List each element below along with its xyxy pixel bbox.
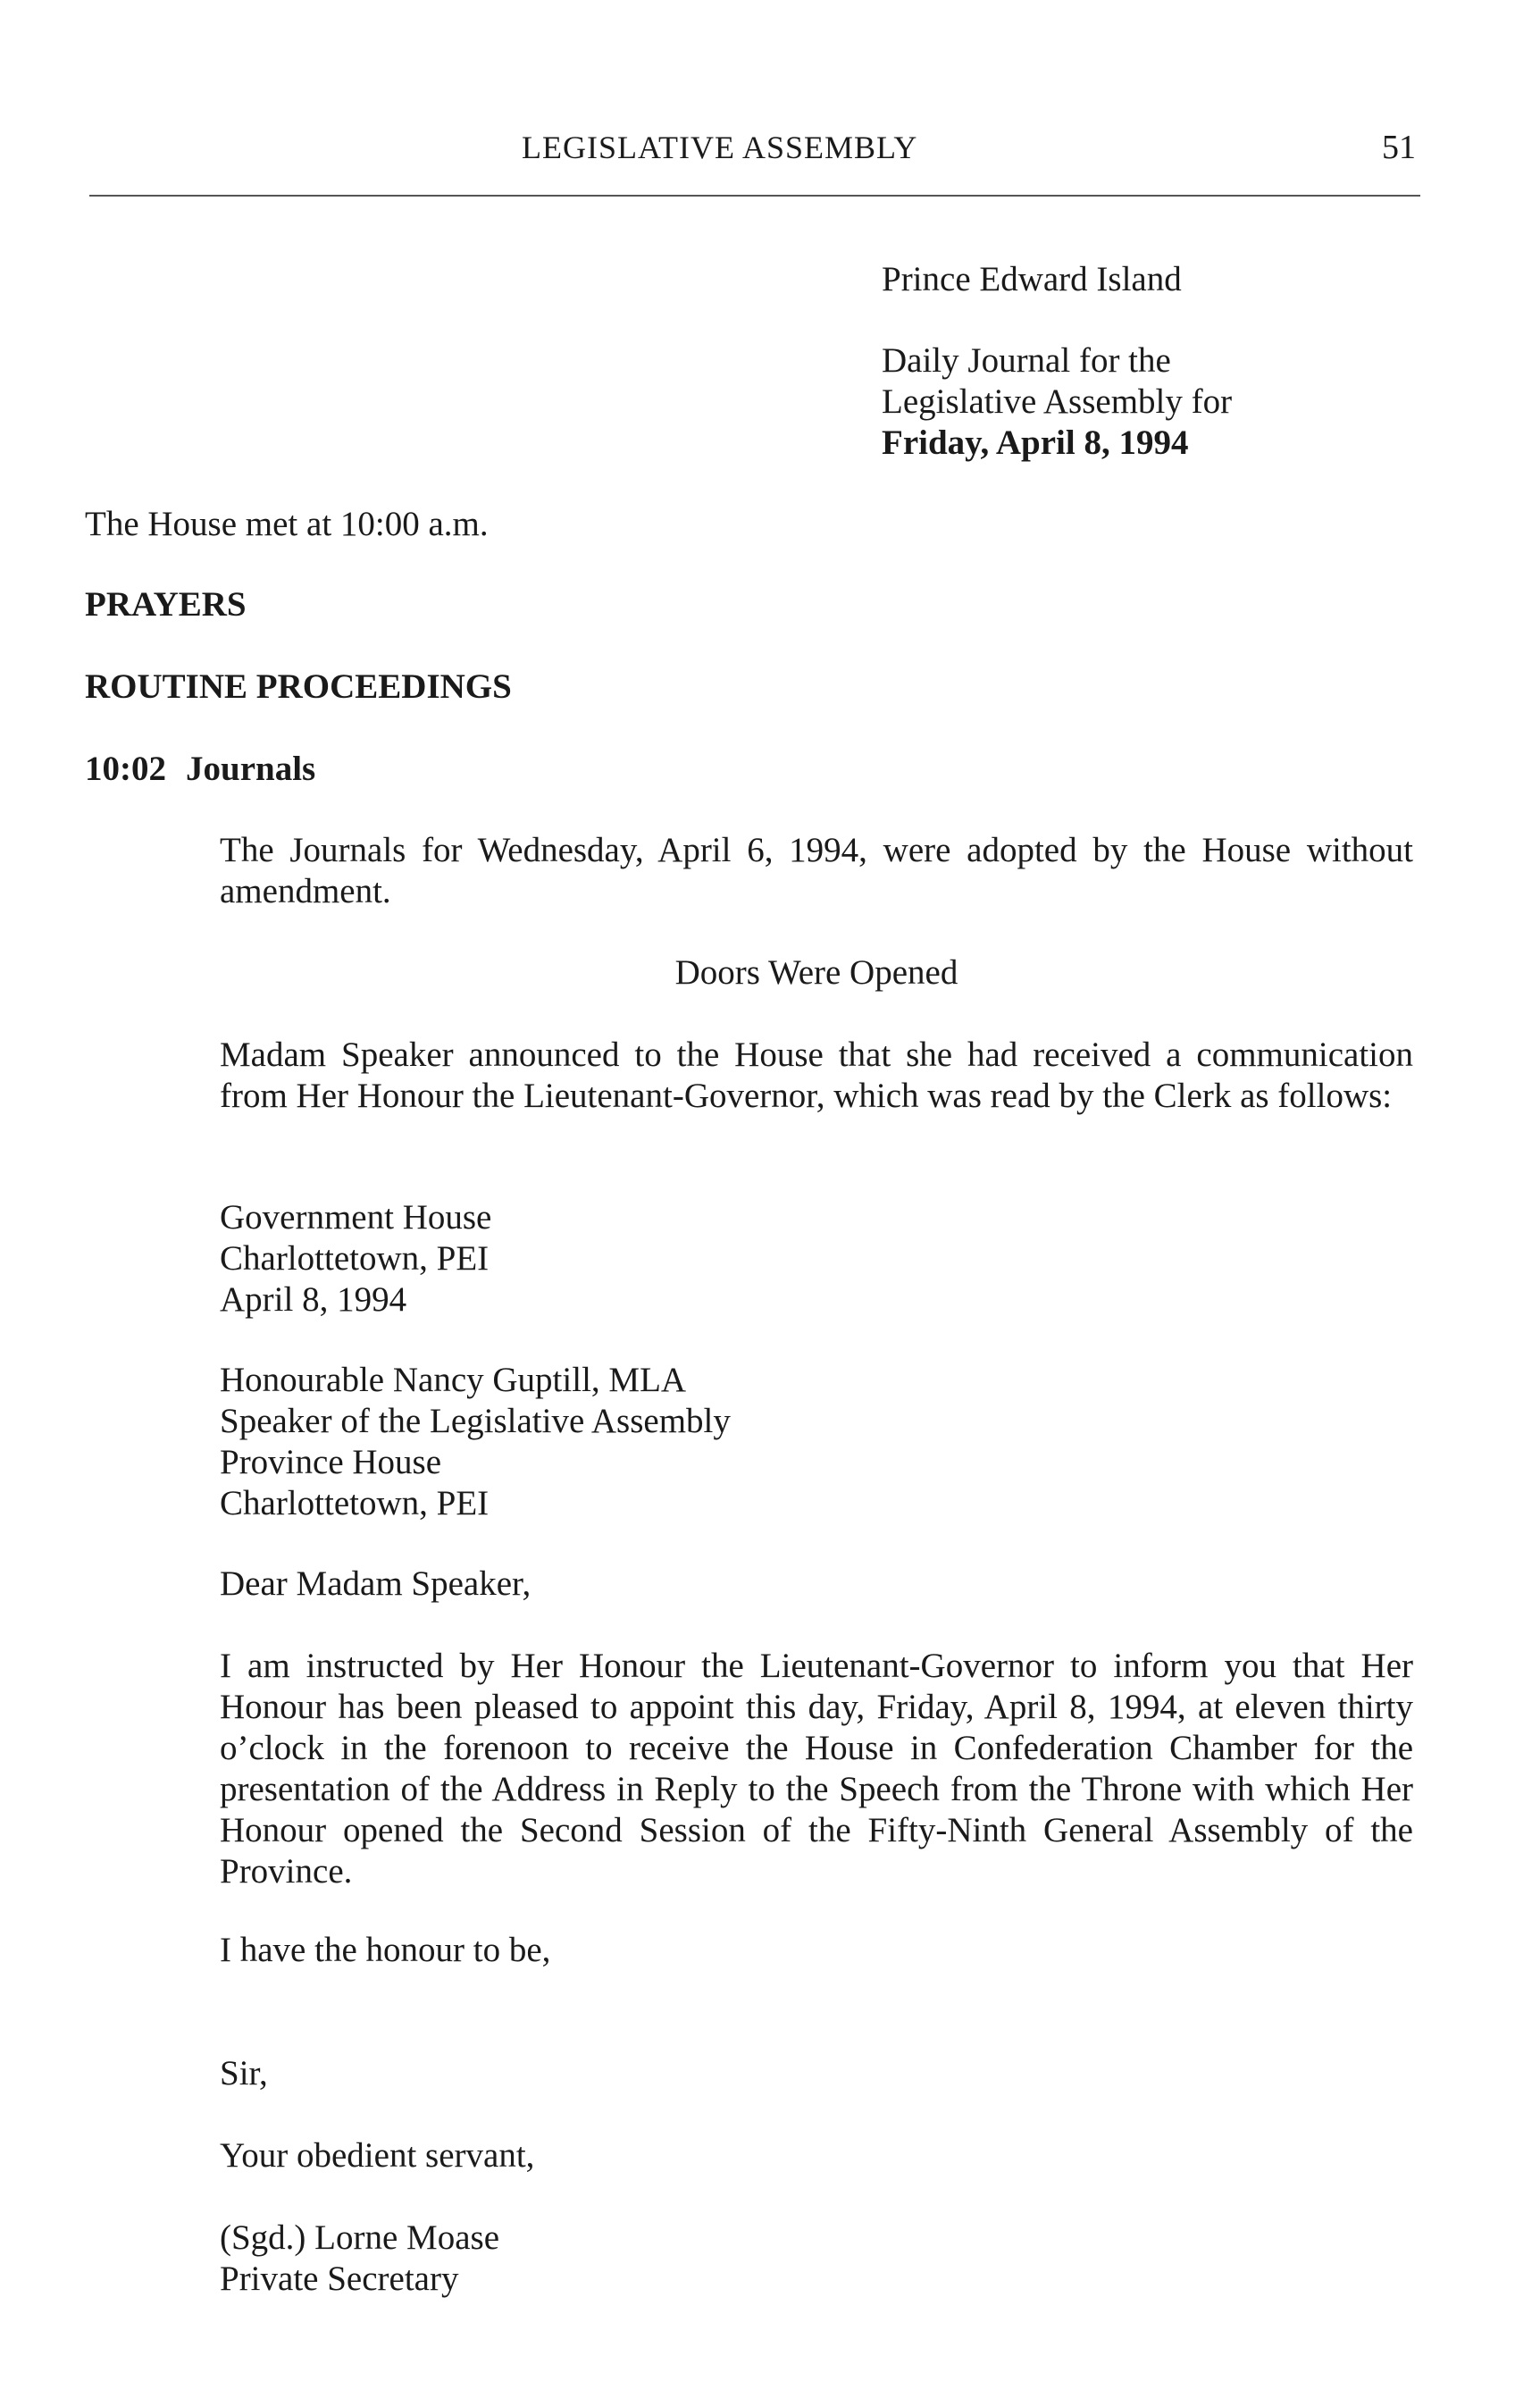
address-line: Province House — [220, 1443, 442, 1481]
journal-title-block — [882, 340, 1382, 464]
doors-opened-heading: Doors Were Opened — [674, 953, 958, 992]
header-rule — [89, 195, 1420, 197]
province-name: Prince Edward Island — [882, 260, 1182, 298]
letter-body-paragraph: I am instructed by Her Honour the Lieutenant-Governor to inform you that Her Honour has been pleased to appoint this day, Friday, April 8, 1994, at eleven thirty o’clock in the forenoon to receive the House in Confederation Chamber for the presentation of the Address in Reply to the Speech from the Throne with which Her Honour opened the Second Session of the Fifty-Ninth General Assembly of the Province. — [220, 1647, 1413, 1891]
address-line: Speaker of the Legislative Assembly — [220, 1402, 731, 1440]
announcement-paragraph: Madam Speaker announced to the House that she had received a communication from Her Honour the Lieutenant-Governor, which was read by the Clerk as follows: — [220, 1036, 1413, 1115]
letter-sender-address — [220, 1197, 1413, 1321]
running-head: LEGISLATIVE ASSEMBLY — [522, 130, 918, 165]
address-line: Charlottetown, PEI — [220, 1484, 490, 1522]
address-line: Government House — [220, 1198, 492, 1237]
prayers-heading: PRAYERS — [85, 585, 247, 624]
journals-title: Journals — [186, 750, 316, 788]
journal-title-line-1: Daily Journal for the — [882, 341, 1171, 380]
journals-heading — [85, 749, 315, 790]
page-number: 51 — [1382, 129, 1416, 166]
letter-signature — [220, 2218, 1413, 2300]
journals-paragraph: The Journals for Wednesday, April 6, 1994, were adopted by the House without amendment. — [220, 831, 1413, 910]
letter-closing: Sir, — [220, 2054, 268, 2092]
signature-name: (Sgd.) Lorne Moase — [220, 2218, 500, 2257]
letter-date: April 8, 1994 — [220, 1280, 407, 1319]
routine-proceedings-heading: ROUTINE PROCEEDINGS — [85, 667, 512, 706]
letter-recipient-address — [220, 1360, 1413, 1524]
signature-title: Private Secretary — [220, 2260, 459, 2298]
letter-salutation: Dear Madam Speaker, — [220, 1564, 531, 1603]
address-line: Charlottetown, PEI — [220, 1239, 490, 1278]
letter-closing: I have the honour to be, — [220, 1931, 551, 1969]
address-line: Honourable Nancy Guptill, MLA — [220, 1361, 687, 1399]
journals-time: 10:02 — [85, 750, 166, 788]
journal-title-line-2: Legislative Assembly for — [882, 382, 1233, 421]
journal-date: Friday, April 8, 1994 — [882, 423, 1189, 462]
letter-closing: Your obedient servant, — [220, 2136, 535, 2175]
house-met-line: The House met at 10:00 a.m. — [85, 505, 489, 543]
